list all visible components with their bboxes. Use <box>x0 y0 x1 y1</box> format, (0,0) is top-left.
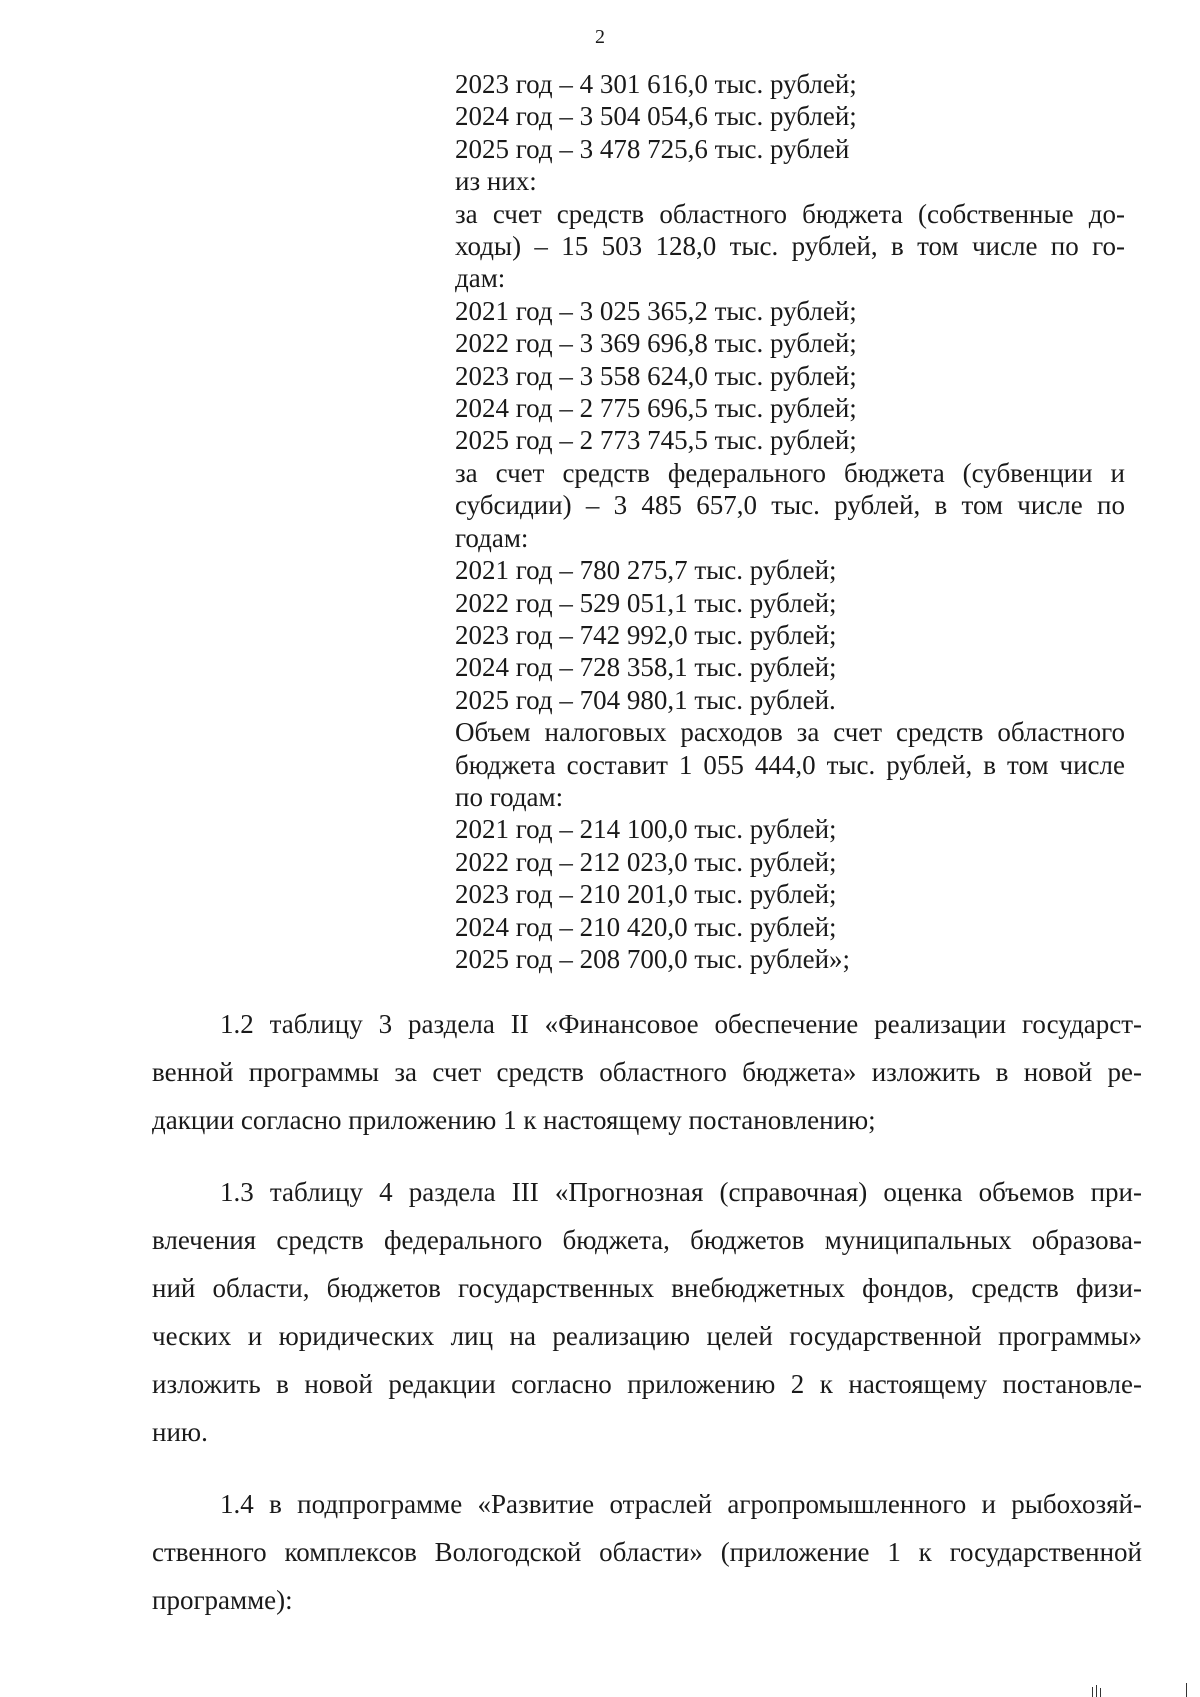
funding-line: 2022 год – 3 369 696,8 тыс. рублей; <box>455 328 857 359</box>
funding-line: 2025 год – 2 773 745,5 тыс. рублей; <box>455 425 857 456</box>
funding-line: 2023 год – 742 992,0 тыс. рублей; <box>455 619 837 650</box>
funding-line: 2021 год – 3 025 365,2 тыс. рублей; <box>455 295 857 326</box>
document-body <box>152 1000 1142 1624</box>
paragraph-line: программе): <box>152 1585 293 1615</box>
paragraph-line: 1.2 таблицу 3 раздела II «Финансовое обеспечение реализации государст- <box>220 1009 1142 1039</box>
funding-line: 2025 год – 3 478 725,6 тыс. рублей <box>455 133 850 164</box>
funding-line: из них: <box>455 166 537 197</box>
funding-line: по годам: <box>455 781 564 812</box>
funding-line: 2024 год – 728 358,1 тыс. рублей; <box>455 652 837 683</box>
funding-line: 2021 год – 780 275,7 тыс. рублей; <box>455 555 837 586</box>
paragraph-line: влечения средств федерального бюджета, бюджетов муниципальных образова- <box>152 1225 1142 1255</box>
paragraph-line: ческих и юридических лиц на реализацию целей государственной программы» <box>152 1321 1142 1351</box>
funding-line: годам: <box>455 522 529 553</box>
page-number: 2 <box>595 26 605 48</box>
paragraph-line: 1.3 таблицу 4 раздела III «Прогнозная (справочная) оценка объемов при- <box>220 1177 1142 1207</box>
paragraph-line: изложить в новой редакции согласно приложению 2 к настоящему постановле- <box>152 1369 1142 1399</box>
paragraph-1-2 <box>152 1000 1142 1144</box>
funding-line: субсидии) – 3 485 657,0 тыс. рублей, в том числе по <box>455 490 1125 521</box>
funding-line: 2025 год – 208 700,0 тыс. рублей»; <box>455 943 851 974</box>
funding-line: за счет средств областного бюджета (собственные до- <box>455 198 1125 229</box>
funding-line: 2023 год – 210 201,0 тыс. рублей; <box>455 879 837 910</box>
paragraph-line: дакции согласно приложению 1 к настоящему постановлению; <box>152 1105 876 1135</box>
funding-line: 2024 год – 2 775 696,5 тыс. рублей; <box>455 393 857 424</box>
paragraph-1-4 <box>152 1480 1142 1624</box>
funding-line: за счет средств федерального бюджета (субвенции и <box>455 457 1125 488</box>
funding-line: 2023 год – 3 558 624,0 тыс. рублей; <box>455 360 857 391</box>
paragraph-line: 1.4 в подпрограмме «Развитие отраслей агропромышленного и рыбохозяй- <box>220 1489 1142 1519</box>
funding-line: Объем налоговых расходов за счет средств областного <box>455 717 1125 748</box>
funding-line: дам: <box>455 263 506 294</box>
funding-breakdown-block <box>455 68 1125 975</box>
funding-line: 2025 год – 704 980,1 тыс. рублей. <box>455 684 836 715</box>
funding-line: 2022 год – 212 023,0 тыс. рублей; <box>455 846 837 877</box>
paragraph-line: ственного комплексов Вологодской области» (приложение 1 к государственной <box>152 1537 1142 1567</box>
funding-line: 2024 год – 210 420,0 тыс. рублей; <box>455 911 837 942</box>
paragraph-line: нию. <box>152 1417 208 1447</box>
funding-line: ходы) – 15 503 128,0 тыс. рублей, в том числе по го- <box>455 231 1125 262</box>
funding-line: 2021 год – 214 100,0 тыс. рублей; <box>455 814 837 845</box>
funding-line: 2022 год – 529 051,1 тыс. рублей; <box>455 587 837 618</box>
scan-artifact-marks <box>1082 1681 1192 1697</box>
funding-line: 2024 год – 3 504 054,6 тыс. рублей; <box>455 101 857 132</box>
paragraph-line: венной программы за счет средств областного бюджета» изложить в новой ре- <box>152 1057 1142 1087</box>
funding-line: бюджета составит 1 055 444,0 тыс. рублей, в том числе <box>455 749 1125 780</box>
paragraph-line: ний области, бюджетов государственных внебюджетных фондов, средств физи- <box>152 1273 1142 1303</box>
funding-line: 2023 год – 4 301 616,0 тыс. рублей; <box>455 69 857 99</box>
paragraph-1-3 <box>152 1168 1142 1456</box>
